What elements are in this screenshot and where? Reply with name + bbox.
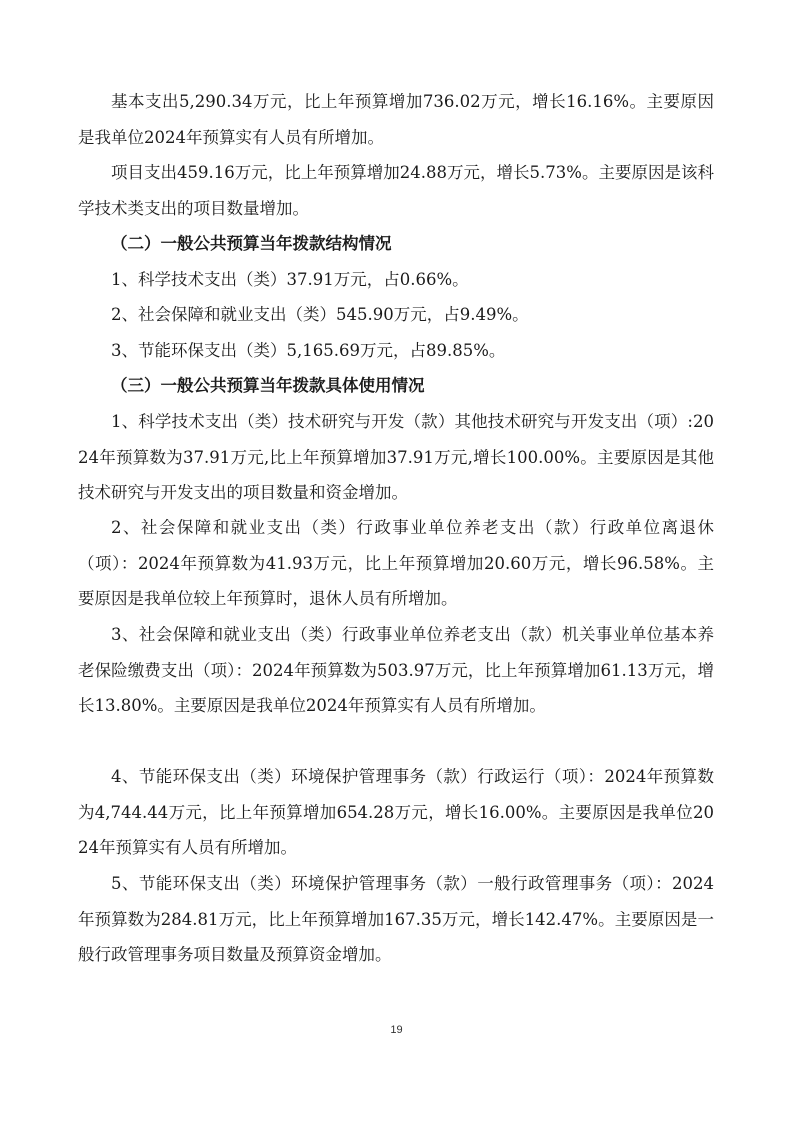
paragraph-usage-item-1: 1、科学技术支出（类）技术研究与开发（款）其他技术研究与开发支出（项）:2024年预算数为37.91万元,比上年预算增加37.91万元,增长100.00%。主要原因是其他技术研究与开发支出的项目数量和资金增加。 <box>78 412 714 502</box>
page-number: 19 <box>390 1024 403 1036</box>
paragraph-usage-item-5: 5、节能环保支出（类）环境保护管理事务（款）一般行政管理事务（项）：2024年预算数为284.81万元，比上年预算增加167.35万元，增长142.47%。主要原因是一般行政管理事务项目数量及预算资金增加。 <box>78 874 714 964</box>
paragraph-usage-item-2: 2、社会保障和就业支出（类）行政事业单位养老支出（款）行政单位离退休（项）：2024年预算数为41.93万元，比上年预算增加20.60万元，增长96.58%。主要原因是我单位较上年预算时，退休人员有所增加。 <box>78 518 714 608</box>
paragraph-energy-env-share: 3、节能环保支出（类）5,165.69万元，占89.85%。 <box>111 341 506 360</box>
paragraph-usage-item-3: 3、社会保障和就业支出（类）行政事业单位养老支出（款）机关事业单位基本养老保险缴费支出（项）：2024年预算数为503.97万元，比上年预算增加61.13万元，增长13.80%。主要原因是我单位2024年预算实有人员有所增加。 <box>78 625 714 715</box>
paragraph-science-tech-share: 1、科学技术支出（类）37.91万元，占0.66%。 <box>111 270 469 289</box>
paragraph-social-security-share: 2、社会保障和就业支出（类）545.90万元，占9.49%。 <box>111 305 529 324</box>
paragraph-basic-expenditure: 基本支出5,290.34万元，比上年预算增加736.02万元，增长16.16%。主要原因是我单位2024年预算实有人员有所增加。 <box>78 92 714 147</box>
section-heading-allocation-structure: （二）一般公共预算当年拨款结构情况 <box>111 234 392 253</box>
paragraph-project-expenditure: 项目支出459.16万元，比上年预算增加24.88万元，增长5.73%。主要原因是该科学技术类支出的项目数量增加。 <box>78 163 714 218</box>
paragraph-usage-item-4: 4、节能环保支出（类）环境保护管理事务（款）行政运行（项）：2024年预算数为4,744.44万元，比上年预算增加654.28万元，增长16.00%。主要原因是我单位2024年预算实有人员有所增加。 <box>78 767 714 857</box>
section-heading-specific-usage: （三）一般公共预算当年拨款具体使用情况 <box>111 376 425 395</box>
